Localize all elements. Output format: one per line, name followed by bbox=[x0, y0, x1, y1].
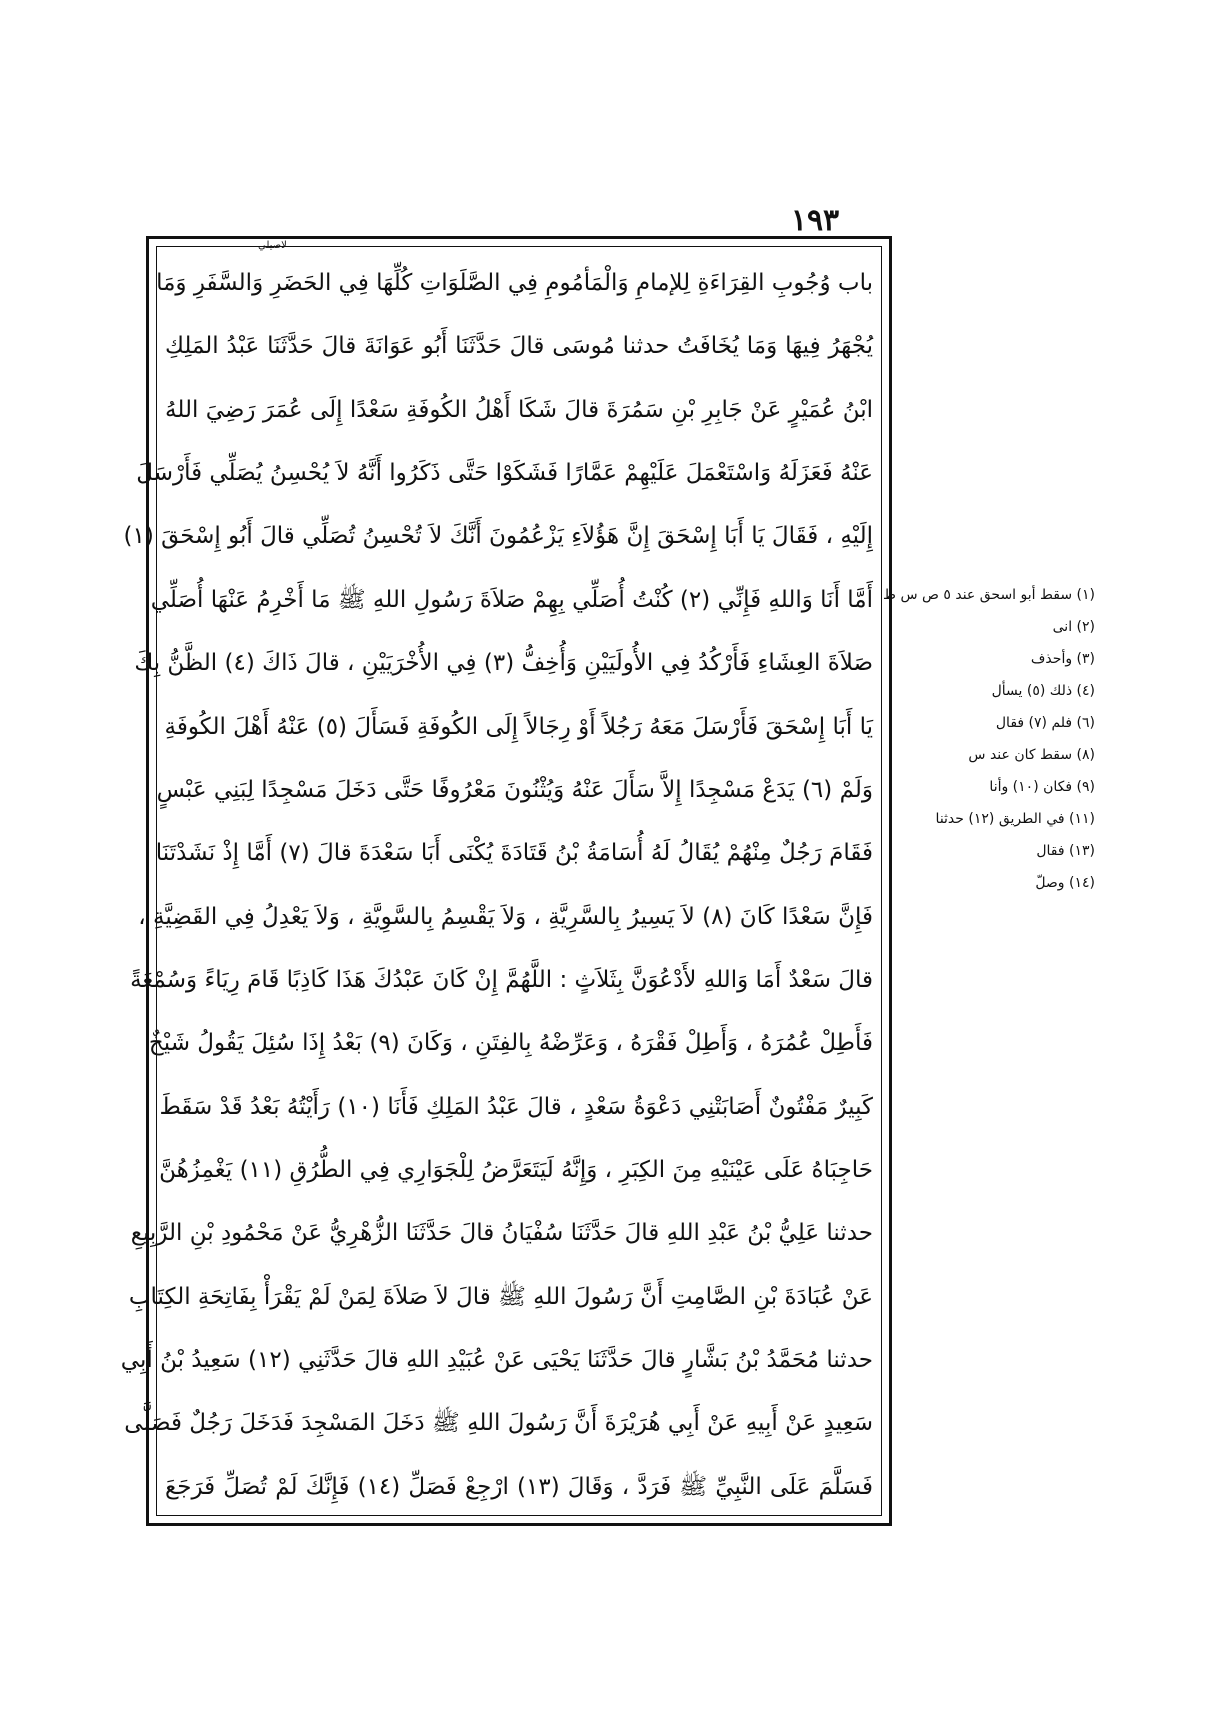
main-text-block bbox=[120, 261, 873, 1509]
footnote: (١٤) وصلّ bbox=[1035, 875, 1095, 891]
text-line: عَنْ عُبَادَةَ بْنِ الصَّامِتِ أَنَّ رَسُولَ اللهِ ﷺ قالَ لاَ صَلاَةَ لِمَنْ لَمْ يَقْرَأْ بِفَاتِحَةِ الكِتَابِ bbox=[128, 1283, 873, 1310]
footnote: (٦) فلم (٧) فقال bbox=[995, 715, 1095, 731]
text-line: فَسَلَّمَ عَلَى النَّبِيِّ ﷺ فَرَدَّ ، وَقَالَ (١٣) ارْجِعْ فَصَلِّ (١٤) فَإِنَّكَ لَمْ تُصَلِّ فَرَجَعَ bbox=[165, 1473, 873, 1500]
text-line: صَلاَةَ العِشَاءِ فَأَرْكُدُ فِي الأُولَيَيْنِ وَأُخِفُّ (٣) فِي الأُخْرَيَيْنِ ، قالَ ذَاكَ (٤) الظَّنُّ بِكَ bbox=[134, 650, 873, 677]
text-line: يَا أَبَا إِسْحَقَ فَأَرْسَلَ مَعَهُ رَجُلاً أَوْ رِجَالاً إِلَى الكُوفَةِ فَسَأَلَ (٥) عَنْهُ أَهْلَ الكُوفَةِ bbox=[164, 713, 873, 740]
text-line: كَبِيرٌ مَفْتُونٌ أَصَابَتْنِي دَعْوَةُ سَعْدٍ ، قالَ عَبْدُ المَلِكِ فَأَنَا (١٠) رَأَيْتُهُ بَعْدُ قَدْ سَقَطَ bbox=[159, 1093, 873, 1120]
text-line: باب وُجُوبِ القِرَاءَةِ لِلإمامِ وَالْمَأمُومِ فِي الصَّلَوَاتِ كُلِّهَا فِي الحَضَرِ وَالسَّفَرِ وَمَا bbox=[156, 270, 873, 296]
text-line: يُجْهَرُ فِيهَا وَمَا يُخَافَتُ حدثنا مُوسَى قالَ حَدَّثَنَا أَبُو عَوَانَةَ قالَ حَدَّثَنَا عَبْدُ المَلِكِ bbox=[165, 333, 873, 360]
text-line: وَلَمْ (٦) يَدَعْ مَسْجِدًا إِلاَّ سَأَلَ عَنْهُ وَيُثْنُونَ مَعْرُوفًا حَتَّى دَخَلَ مَسْجِدًا لِبَنِي عَبْسٍ bbox=[156, 776, 873, 803]
text-line: إِلَيْهِ ، فَقَالَ يَا أَبَا إِسْحَقَ إِنَّ هَؤُلاَءِ يَزْعُمُونَ أَنَّكَ لاَ تُحْسِنُ تُصَلِّي قالَ أَبُو إِسْحَقَ (١) bbox=[123, 523, 873, 550]
text-line: فَإِنَّ سَعْدًا كَانَ (٨) لاَ يَسِيرُ بِالسَّرِيَّةِ ، وَلاَ يَقْسِمُ بِالسَّوِيَّةِ ، وَلاَ يَعْدِلُ فِي القَضِيَّةِ ، bbox=[138, 903, 873, 930]
footnote: (٩) فكان (١٠) وأنا bbox=[989, 779, 1095, 795]
text-line: فَقَامَ رَجُلٌ مِنْهُمْ يُقَالُ لَهُ أُسَامَةُ بْنُ قَتَادَةَ يُكْنَى أَبَا سَعْدَةَ قالَ (٧) أَمَّا إِذْ نَشَدْتَنَا bbox=[155, 840, 873, 867]
text-line: أَمَّا أَنَا وَاللهِ فَإِنِّي (٢) كُنْتُ أُصَلِّي بِهِمْ صَلاَةَ رَسُولِ اللهِ ﷺ مَا أَخْرِمُ عَنْهَا أُصَلِّي bbox=[150, 586, 873, 613]
text-line: حَاجِبَاهُ عَلَى عَيْنَيْهِ مِنَ الكِبَرِ ، وَإِنَّهُ لَيَتَعَرَّضُ لِلْجَوَارِي فِي الطُّرُقِ (١١) يَغْمِزُهُنَّ bbox=[159, 1157, 873, 1184]
heading-sigla: لاصيلي bbox=[258, 240, 287, 251]
footnote: (١) سقط أبو اسحق عند ٥ ص س ط bbox=[883, 587, 1095, 603]
text-line: قالَ سَعْدٌ أَمَا وَاللهِ لأَدْعُوَنَّ بِثَلاَثٍ : اللَّهُمَّ إِنْ كَانَ عَبْدُكَ هَذَا كَاذِبًا قَامَ رِيَاءً وَسُمْعَةً bbox=[130, 966, 873, 993]
footnote: (٤) ذلك (٥) يسأل bbox=[991, 683, 1095, 699]
footnote: (١١) في الطريق (١٢) حدثنا bbox=[935, 811, 1095, 827]
footnote: (٢) انى bbox=[1052, 619, 1095, 635]
text-line: سَعِيدٍ عَنْ أَبِيهِ عَنْ أَبِي هُرَيْرَةَ أَنَّ رَسُولَ اللهِ ﷺ دَخَلَ المَسْجِدَ فَدَخَلَ رَجُلٌ فَصَلَّى bbox=[124, 1410, 873, 1437]
text-line: عَنْهُ فَعَزَلَهُ وَاسْتَعْمَلَ عَلَيْهِمْ عَمَّارًا فَشَكَوْا حَتَّى ذَكَرُوا أَنَّهُ لاَ يُحْسِنُ يُصَلِّي فَأَرْسَلَ bbox=[136, 460, 873, 487]
footnote: (٨) سقط كان عند س bbox=[968, 747, 1095, 763]
text-line: فَأَطِلْ عُمُرَهُ ، وَأَطِلْ فَقْرَهُ ، وَعَرِّضْهُ بِالفِتَنِ ، وَكَانَ (٩) بَعْدُ إِذَا سُئِلَ يَقُولُ شَيْخٌ bbox=[148, 1030, 873, 1057]
text-line: ابْنُ عُمَيْرٍ عَنْ جَابِرِ بْنِ سَمُرَةَ قالَ شَكَا أَهْلُ الكُوفَةِ سَعْدًا إِلَى عُمَرَ رَضِيَ اللهُ bbox=[165, 396, 873, 423]
footnote: (١٣) فقال bbox=[1036, 843, 1095, 859]
text-frame bbox=[120, 236, 892, 1526]
text-line: حدثنا مُحَمَّدُ بْنُ بَشَّارٍ قالَ حَدَّثَنَا يَحْيَى عَنْ عُبَيْدِ اللهِ قالَ حَدَّثَنِي (١٢) سَعِيدُ بْنُ أَبِي bbox=[120, 1347, 873, 1374]
margin-footnotes bbox=[883, 586, 1095, 906]
text-line: حدثنا عَلِيُّ بْنُ عَبْدِ اللهِ قالَ حَدَّثَنَا سُفْيَانُ قالَ حَدَّثَنَا الزُّهْرِيُّ عَنْ مَحْمُودِ بْنِ الرَّبِيعِ bbox=[130, 1220, 873, 1247]
footnote: (٣) وأحذف bbox=[1030, 651, 1095, 667]
page-number: ١٩٣ bbox=[790, 203, 840, 238]
